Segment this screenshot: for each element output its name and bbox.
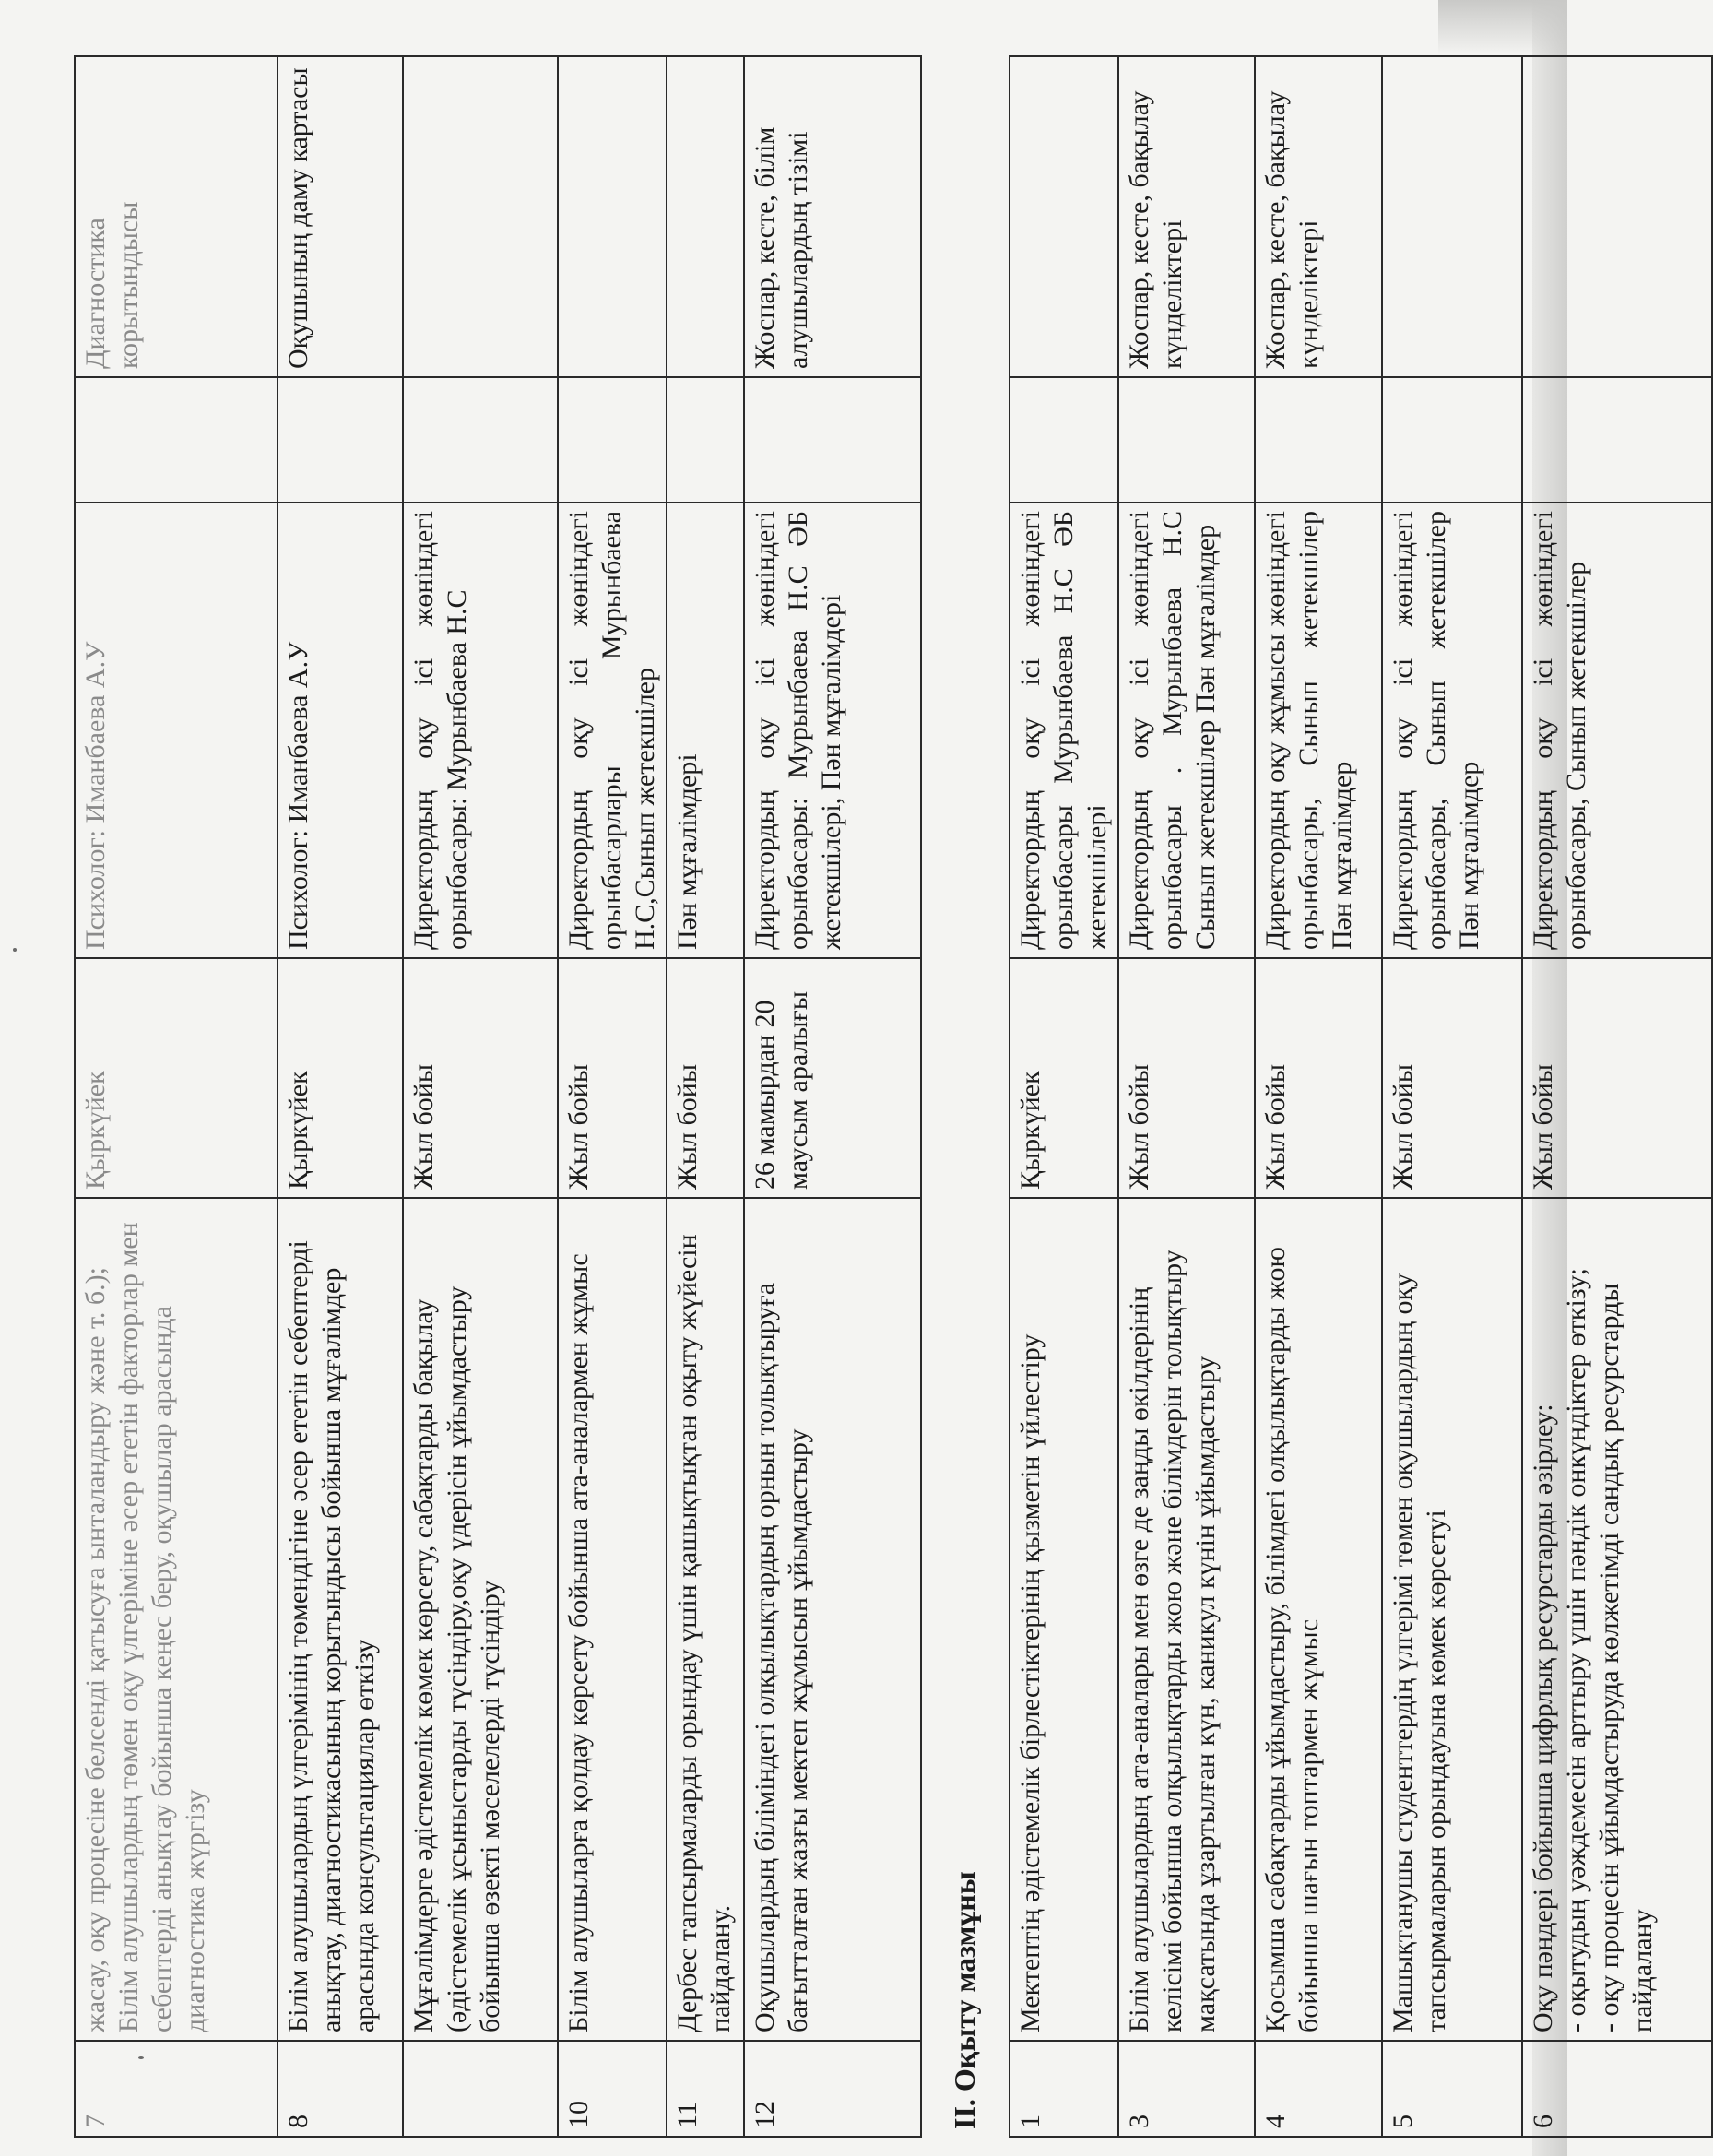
row-number: 12 <box>744 2041 921 2137</box>
activity-line: пайдалану <box>1627 1909 1658 2032</box>
table-row <box>1522 56 1712 2137</box>
table-row <box>1118 56 1255 2137</box>
result-cell <box>403 56 558 377</box>
empty-cell <box>403 377 558 503</box>
row-number: 3 <box>1118 2041 1255 2137</box>
row-number <box>403 2041 558 2137</box>
deadline-cell: Жыл бойы <box>667 958 744 1198</box>
activity-line: Білім алушылардың төмен оқу үлгеріміне әсер ететін факторлар мен <box>113 1222 144 2032</box>
responsible-cell: Директордың оқу ісі жөніндегі орынбасары: Мурынбаева Н.С ӘБ жетекшілері, Пән мұғалімдері <box>744 503 921 958</box>
row-number: 5 <box>1382 2041 1522 2137</box>
responsible-cell: Директордың оқу ісі жөніндегі орынбасары, Сынып жетекшілер <box>1522 503 1712 958</box>
table-row <box>75 56 278 2137</box>
empty-cell <box>1118 377 1255 503</box>
row-number: 6 <box>1522 2041 1712 2137</box>
empty-cell <box>278 377 403 503</box>
row-number: 4 <box>1255 2041 1382 2137</box>
activity-line: Машықтанушы студенттердің үлгерімі төмен оқушылардың оқу <box>1388 1273 1418 2032</box>
responsible-cell: Директордың оқу ісі жөніндегі орынбасары Мурынбаева Н.С ӘБ жетекшілері <box>1010 503 1118 958</box>
result-cell <box>558 56 667 377</box>
table-row <box>667 56 744 2137</box>
activity-line: тапсырмаларын орындауына көмек көрсетуі <box>1421 1510 1451 2032</box>
activity-cell <box>278 1198 403 2041</box>
activity-line: келісімі бойынша олқылықтарды жою және білімдерін толықтыру <box>1157 1250 1187 2032</box>
activity-cell <box>1522 1198 1712 2041</box>
responsible-cell: Психолог: Иманбаева А.У <box>75 503 278 958</box>
deadline-cell: Қыркүйек <box>75 958 278 1198</box>
empty-cell <box>1522 377 1712 503</box>
activity-line: Оқу пәндері бойынша цифрлық ресурстарды әзірлеу: <box>1528 1404 1558 2032</box>
activity-line: (әдістемелік ұсыныстарды түсіндіру,оқу үдерісін ұйымдастыру <box>442 1285 472 2032</box>
plan-table <box>74 55 1713 2138</box>
empty-cell <box>75 377 278 503</box>
section-row <box>921 56 1010 2137</box>
table-row <box>558 56 667 2137</box>
result-cell: Жоспар, кесте, бақылау күнделіктері <box>1118 56 1255 377</box>
deadline-cell: Жыл бойы <box>558 958 667 1198</box>
activity-cell <box>1382 1198 1522 2041</box>
activity-line: бойынша өзекті мәселелерді түсіндіру <box>475 1580 505 2032</box>
activity-cell <box>744 1198 921 2041</box>
row-number: 8 <box>278 2041 403 2137</box>
responsible-cell: Директордың оқу ісі жөніндегі орынбасарлары Мурынбаева Н.С,Сынып жетекшілер <box>558 503 667 958</box>
row-number: 7 <box>75 2041 278 2137</box>
activity-cell <box>1010 1198 1118 2041</box>
activity-cell <box>75 1198 278 2041</box>
deadline-cell: Қыркүйек <box>278 958 403 1198</box>
activity-line: бойынша шағын топтармен жұмыс <box>1294 1618 1324 2032</box>
table-row <box>1255 56 1382 2137</box>
responsible-cell: Директордың оқу ісі жөніндегі орынбасары, Сынып жетекшілер Пән мұғалімдер <box>1382 503 1522 958</box>
activity-line: арасында консультациялар өткізу <box>349 1639 380 2032</box>
activity-cell <box>1255 1198 1382 2041</box>
activity-line: - оқу процесін ұйымдастыруда көлжетімді сандық ресурстарды <box>1594 1283 1624 2032</box>
activity-line: Мұғалімдерге әдістемелік көмек көрсету, сабақтарды бақылау <box>408 1298 439 2032</box>
row-number: 1 <box>1010 2041 1118 2137</box>
responsible-cell: Директордың оқу ісі жөніндегі орынбасары: Мурынбаева Н.С <box>403 503 558 958</box>
deadline-cell: Қыркүйек <box>1010 958 1118 1198</box>
table-row <box>744 56 921 2137</box>
result-cell: Жоспар, кесте, бақылау күнделіктері <box>1255 56 1382 377</box>
table-row <box>403 56 558 2137</box>
activity-line: Білім алушыларға қолдау көрсету бойынша ата-аналармен жұмыс <box>563 1253 594 2032</box>
responsible-cell: Директордың оқу жұмысы жөніндегі орынбасары, Сынып жетекшілер Пән мұғалімдер <box>1255 503 1382 958</box>
result-cell <box>667 56 744 377</box>
deadline-cell: 26 мамырдан 20 маусым аралығы <box>744 958 921 1198</box>
activity-line: жасау, оқу процесіне белсенді қатысуға ынталандыру және т. б.); <box>80 1267 111 2032</box>
activity-line: себептерді анықтау бойынша кеңес беру, оқушылар арасында <box>147 1306 177 2032</box>
empty-cell <box>1255 377 1382 503</box>
activity-line: Білім алушылардың үлгерімінің төмендігіне әсер ететін себептерді <box>283 1240 313 2032</box>
result-cell <box>1010 56 1118 377</box>
empty-cell <box>667 377 744 503</box>
table-row <box>278 56 403 2137</box>
empty-cell <box>744 377 921 503</box>
activity-line: Білім алушылардың ата-аналары мен өзге де заңды өкілдерінің <box>1124 1286 1154 2032</box>
responsible-cell: Пән мұғалімдері <box>667 503 744 958</box>
activity-line: бағытталған жазғы мектеп жұмысын ұйымдастыру <box>783 1428 813 2032</box>
result-cell <box>1382 56 1522 377</box>
activity-line: Мектептің әдістемелік бірлестіктерінің қызметін үйлестіру <box>1015 1333 1046 2032</box>
activity-line: - оқытудың уәждемесін арттыру үшін пәндік онкүндіктер өткізу; <box>1561 1268 1591 2032</box>
table-row <box>1010 56 1118 2137</box>
section-title: II. Оқыту мазмұны <box>921 56 1010 2137</box>
result-cell: Оқушының даму картасы <box>278 56 403 377</box>
table-row <box>1382 56 1522 2137</box>
deadline-cell: Жыл бойы <box>1118 958 1255 1198</box>
empty-cell <box>1010 377 1118 503</box>
activity-line: Оқушылардың біліміндегі олқылықтардың орнын толықтыруға <box>750 1282 780 2032</box>
row-number: 11 <box>667 2041 744 2137</box>
activity-line: пайдалану. <box>705 1904 736 2032</box>
empty-cell <box>558 377 667 503</box>
result-cell: Диагностика корытындысы <box>75 56 278 377</box>
deadline-cell: Жыл бойы <box>403 958 558 1198</box>
row-number: 10 <box>558 2041 667 2137</box>
deadline-cell: Жыл бойы <box>1255 958 1382 1198</box>
deadline-cell: Жыл бойы <box>1522 958 1712 1198</box>
deadline-cell: Жыл бойы <box>1382 958 1522 1198</box>
empty-cell <box>1382 377 1522 503</box>
activity-cell <box>558 1198 667 2041</box>
activity-cell <box>403 1198 558 2041</box>
activity-cell <box>667 1198 744 2041</box>
activity-line: Дербес тапсырмаларды орындау үшін қашықтықтан оқыту жүйесін <box>672 1234 703 2032</box>
responsible-cell: Психолог: Иманбаева А.У <box>278 503 403 958</box>
result-cell: Жоспар, кесте, білім алушылардың тізімі <box>744 56 921 377</box>
activity-line: анықтау, диагностикасының корытындысы бойынша мұғалімдер <box>316 1267 347 2032</box>
activity-line: мақсатында ұзартылған күн, каникул күнін ұйымдастыру <box>1190 1356 1221 2032</box>
activity-line: диагностика жүргізу <box>180 1789 210 2032</box>
activity-line: Қосымша сабақтарды ұйымдастыру, білімдегі олқылықтарды жою <box>1260 1247 1291 2032</box>
activity-cell <box>1118 1198 1255 2041</box>
result-cell <box>1522 56 1712 377</box>
responsible-cell: Директордың оқу ісі жөніндегі орынбасары . Мурынбаева Н.С Сынып жетекшілер Пән мұғалімдер <box>1118 503 1255 958</box>
